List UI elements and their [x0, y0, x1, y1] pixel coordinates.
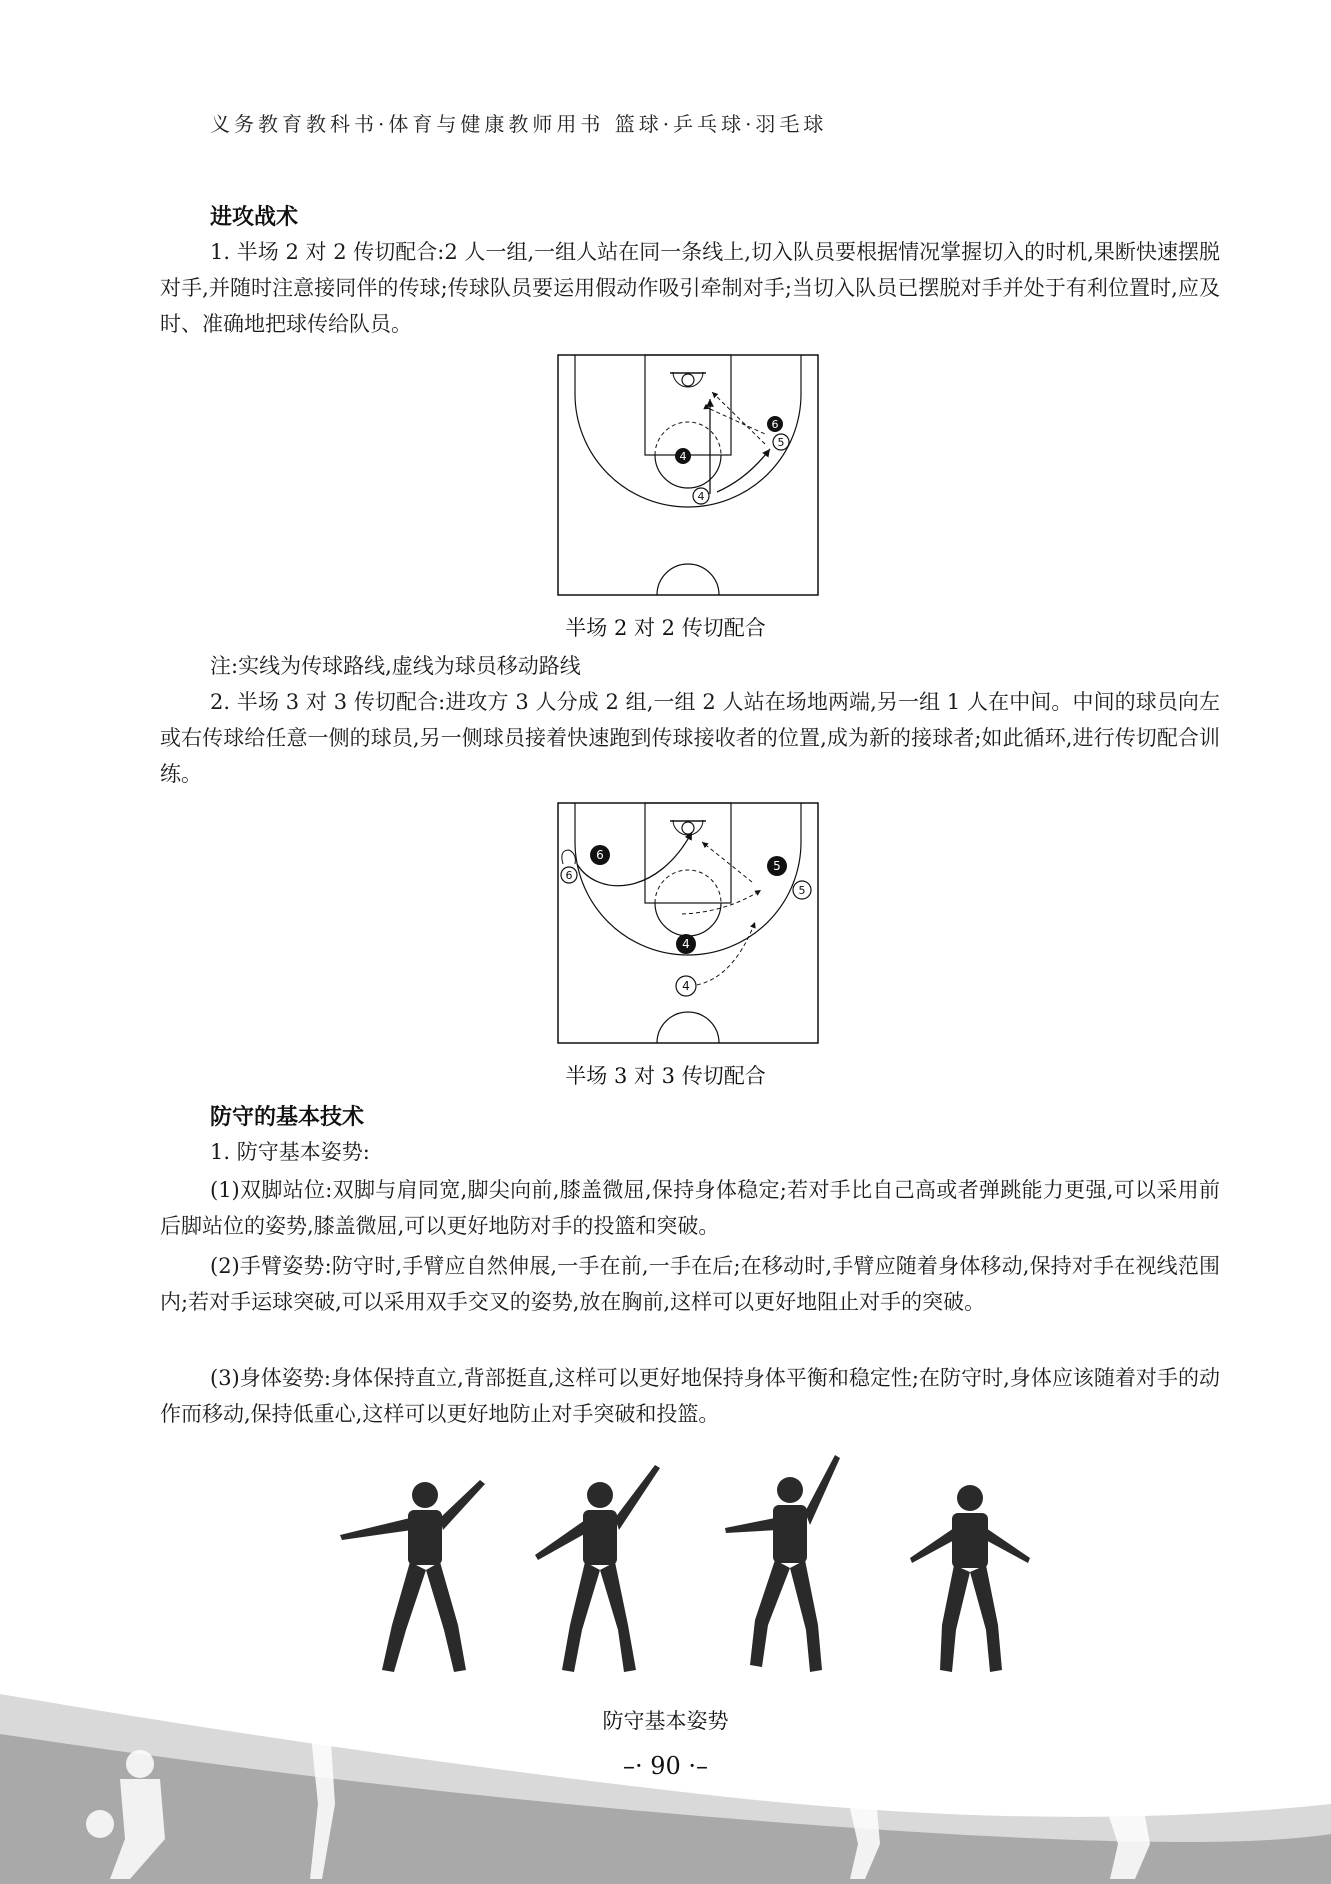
diagram-note: 注:实线为传球路线,虚线为球员移动路线 [210, 654, 581, 678]
running-header: 义务教育教科书·体育与健康教师用书 篮球·乒乓球·羽毛球 [210, 112, 828, 136]
paragraph-2v2: 1. 半场 2 对 2 传切配合:2 人一组,一组人站在同一条线上,切入队员要根据情况掌握切入的时机,果断快速摆脱对手,并随时注意接同伴的传球;传球队员要运用假动作吸引牵制对手;当切入队员已摆脱对手并处于有利位置时,应及时、准确地把球传给队员。 [160, 240, 1220, 336]
player-5-defender [767, 856, 787, 876]
page-number: –· 90 ·– [622, 1752, 709, 1780]
svg-text:6: 6 [596, 848, 604, 862]
svg-text:5: 5 [798, 884, 806, 897]
player-6-defender [590, 845, 610, 865]
svg-text:4: 4 [697, 490, 705, 503]
svg-text:6: 6 [771, 418, 779, 431]
court-diagram-2v2 [557, 354, 819, 596]
svg-text:6: 6 [565, 869, 573, 882]
svg-text:4: 4 [682, 937, 690, 951]
player-6-defender [767, 416, 783, 432]
section-title-offense: 进攻战术 [210, 205, 299, 230]
player-4-defender [676, 934, 696, 954]
photo-caption-defense: 防守基本姿势 [602, 1709, 729, 1733]
svg-text:4: 4 [679, 450, 687, 463]
stance-figure-2 [535, 1465, 660, 1672]
player-4-offense [693, 488, 709, 504]
player-4-offense [676, 976, 696, 996]
stance-figure-3 [725, 1455, 840, 1672]
defense-stance-photos [330, 1440, 1050, 1690]
paragraph-3v3: 2. 半场 3 对 3 传切配合:进攻方 3 人分成 2 组,一组 2 人站在场地两端,另一组 1 人在中间。中间的球员向左或右传球给任意一侧的球员,另一侧球员接着快速跑到传球接收者的位置,成为新的接球者;如此循环,进行传切配合训练。 [160, 690, 1220, 786]
player-6-offense [561, 867, 577, 883]
stance-figure-1 [340, 1482, 442, 1565]
court-diagram-3v3 [557, 802, 819, 1044]
section-title-defense: 防守的基本技术 [210, 1105, 365, 1130]
paragraph-foot-stance: (1)双脚站位:双脚与肩同宽,脚尖向前,膝盖微屈,保持身体稳定;若对手比自己高或者弹跳能力更强,可以采用前后脚站位的姿势,膝盖微屈,可以更好地防对手的投篮和突破。 [160, 1178, 1220, 1238]
player-5-offense [793, 881, 811, 899]
player-4-defender [675, 448, 691, 464]
paragraph-arm-posture: (2)手臂姿势:防守时,手臂应自然伸展,一手在前,一手在后;在移动时,手臂应随着身体移动,保持对手在视线范围内;若对手运球突破,可以采用双手交叉的姿势,放在胸前,这样可以更好地阻止对手的突破。 [160, 1254, 1220, 1314]
figure-caption-2v2: 半场 2 对 2 传切配合 [565, 616, 766, 640]
defense-subheading: 1. 防守基本姿势: [210, 1140, 370, 1164]
figure-caption-3v3: 半场 3 对 3 传切配合 [565, 1064, 766, 1088]
svg-text:5: 5 [777, 436, 785, 449]
paragraph-body-posture: (3)身体姿势:身体保持直立,背部挺直,这样可以更好地保持身体平衡和稳定性;在防守时,身体应该随着对手的动作而移动,保持低重心,这样可以更好地防止对手突破和投篮。 [160, 1366, 1220, 1426]
stance-figure-4 [910, 1485, 1030, 1672]
svg-text:5: 5 [773, 859, 781, 873]
svg-text:4: 4 [682, 979, 690, 993]
player-5-offense [773, 434, 789, 450]
